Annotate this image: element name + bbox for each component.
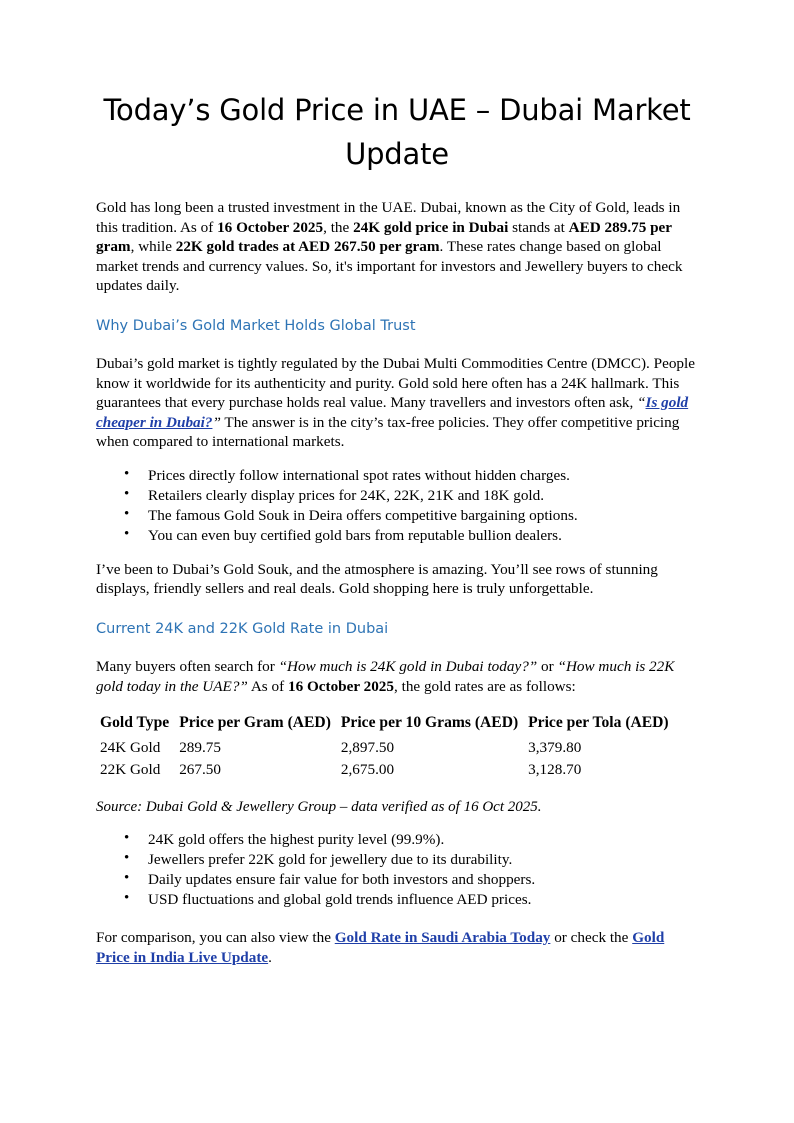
list-item: • Prices directly follow international spot rates without hidden charges. [148, 466, 698, 486]
section-heading-trust: Why Dubai’s Gold Market Holds Global Trust [96, 317, 416, 334]
rates-quote-2: “How much is 22K gold today in the UAE?” [96, 658, 675, 695]
cell-price-per-gram: 289.75 [179, 739, 221, 757]
section-heading-rates: Current 24K and 22K Gold Rate in Dubai [96, 621, 389, 637]
intro-text-1: Gold has long been a trusted investment in the UAE. Dubai, known as the City of Gold, leads in this tradition. As of [96, 199, 681, 236]
intro-paragraph [96, 198, 698, 296]
cell-price-per-10-grams: 2,675.00 [340, 761, 395, 779]
rates-date: 16 October 2025 [287, 677, 394, 695]
list-item: • Retailers clearly display prices for 24K, 22K, 21K and 18K gold. [148, 486, 698, 506]
link-is-gold-cheaper-in-dubai[interactable]: Is gold cheaper in Dubai? [96, 394, 689, 431]
intro-text-2: , the [323, 218, 354, 236]
rates-text-or: or [537, 658, 558, 675]
rates-intro-paragraph [96, 657, 698, 696]
intro-text-4: , while [130, 238, 176, 256]
intro-22k-price: 22K gold trades at AED 267.50 per gram [175, 238, 440, 256]
list-item: • You can even buy certified gold bars from reputable bullion dealers. [148, 526, 698, 546]
page-title: Today’s Gold Price in UAE – Dubai Market Update [103, 93, 691, 171]
intro-date: 16 October 2025 [217, 218, 324, 236]
gold-rates-table [96, 714, 698, 781]
cell-gold-type: 24K Gold [100, 739, 161, 757]
rates-quote-1: “How much is 24K gold in Dubai today?” [278, 658, 538, 675]
rates-text-3: , the gold rates are as follows: [394, 677, 576, 695]
list-item: • The famous Gold Souk in Deira offers competitive bargaining options. [148, 506, 698, 526]
list-item: • Daily updates ensure fair value for both investors and shoppers. [148, 870, 698, 890]
trust-text-1: Dubai’s gold market is tightly regulated by the Dubai Multi Commodities Centre (DMCC). People know it worldwide for its authenticity and purity. Gold sold here often has a 24K hallmark. This guarantees that every purchase holds real value. Many travellers and investors often ask, [96, 354, 695, 412]
intro-text-3: stands at [508, 218, 569, 236]
table-row [96, 737, 698, 759]
quote-close-mark: ” [212, 413, 221, 431]
list-item: • Jewellers prefer 22K gold for jewellery due to its durability. [148, 850, 698, 870]
trust-closing-paragraph: I’ve been to Dubai’s Gold Souk, and the atmosphere is amazing. You’ll see rows of stunning displays, friendly sellers and real deals. Gold shopping here is truly unforgettable. [96, 560, 658, 598]
list-item: • 24K gold offers the highest purity level (99.9%). [148, 830, 698, 850]
list-item: • USD fluctuations and global gold trends influence AED prices. [148, 890, 698, 910]
column-header-price-per-10-grams: Price per 10 Grams (AED) [340, 714, 519, 732]
cell-price-per-tola: 3,128.70 [528, 761, 582, 779]
comparison-paragraph [96, 928, 698, 967]
link-gold-price-india[interactable]: Gold Price in India Live Update [96, 929, 665, 966]
source-note: Source: Dubai Gold & Jewellery Group – data verified as of 16 Oct 2025. [96, 799, 542, 816]
rates-text-1: Many buyers often search for [96, 658, 279, 675]
rates-text-2: As of [247, 677, 288, 695]
column-header-price-per-tola: Price per Tola (AED) [528, 714, 669, 732]
trust-bullet-list [96, 466, 698, 546]
cell-gold-type: 22K Gold [100, 761, 161, 779]
cell-price-per-10-grams: 2,897.50 [340, 739, 395, 757]
cell-price-per-tola: 3,379.80 [528, 739, 582, 757]
table-row [96, 759, 698, 781]
comparison-text-3: . [268, 948, 272, 966]
rates-bullet-list [96, 830, 698, 910]
trust-text-2: The answer is in the city’s tax-free policies. They offer competitive pricing when compared to international markets. [96, 413, 680, 451]
quote-open-mark: “ [637, 394, 646, 412]
column-header-gold-type: Gold Type [100, 714, 170, 732]
link-gold-rate-saudi-arabia[interactable]: Gold Rate in Saudi Arabia Today [334, 929, 551, 947]
comparison-text-2: or check the [550, 929, 633, 947]
table-header-row [96, 714, 698, 737]
intro-24k-label: 24K gold price in Dubai [353, 218, 509, 236]
cell-price-per-gram: 267.50 [179, 761, 221, 779]
column-header-price-per-gram: Price per Gram (AED) [179, 714, 331, 732]
comparison-text-1: For comparison, you can also view the [96, 929, 335, 947]
trust-paragraph [96, 354, 698, 452]
intro-text-5: . These rates change based on global market trends and currency values. So, it's important for investors and Jewellery buyers to check updates daily. [96, 238, 683, 295]
intro-24k-price: AED 289.75 per gram [96, 218, 672, 256]
